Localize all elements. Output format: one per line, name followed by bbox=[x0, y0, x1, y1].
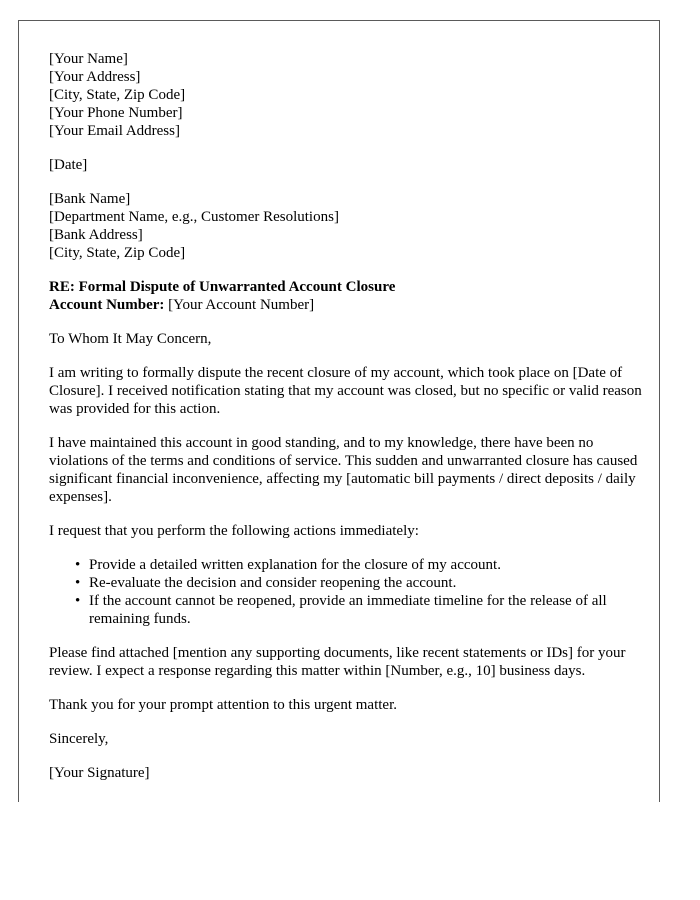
letter-body bbox=[49, 50, 649, 782]
account-number-label: Account Number: bbox=[49, 297, 165, 313]
department-name: [Department Name, e.g., Customer Resolutions] bbox=[49, 209, 339, 225]
paragraph-thanks: Thank you for your prompt attention to this urgent matter. bbox=[49, 697, 397, 713]
list-item bbox=[75, 574, 649, 592]
sender-city-state-zip: [City, State, Zip Code] bbox=[49, 87, 186, 103]
paragraph-request-lead: I request that you perform the following actions immediately: bbox=[49, 523, 419, 539]
list-item bbox=[75, 592, 649, 628]
request-list bbox=[49, 556, 649, 628]
paragraph-attachments: Please find attached [mention any supporting documents, like recent statements or IDs] for your review. I expect a response regarding this matter within [Number, e.g., 10] business days. bbox=[49, 645, 626, 679]
bullet-icon: • bbox=[75, 593, 81, 609]
paragraph-standing: I have maintained this account in good standing, and to my knowledge, there have been no violations of the terms and conditions of service. This sudden and unwarranted closure has caused significant financial inconvenience, affecting my [automatic bill payments / direct deposits / daily expenses]. bbox=[49, 435, 638, 505]
salutation: To Whom It May Concern, bbox=[49, 331, 212, 347]
sign-off: Sincerely, bbox=[49, 731, 109, 747]
bank-city-state-zip: [City, State, Zip Code] bbox=[49, 245, 186, 261]
sender-block bbox=[49, 50, 649, 140]
list-item-text: If the account cannot be reopened, provide an immediate timeline for the release of all remaining funds. bbox=[89, 593, 607, 627]
sender-email: [Your Email Address] bbox=[49, 123, 180, 139]
subject-block bbox=[49, 278, 649, 314]
list-item-text: Re-evaluate the decision and consider reopening the account. bbox=[89, 575, 457, 591]
paragraph-intro: I am writing to formally dispute the recent closure of my account, which took place on [Date of Closure]. I received notification stating that my account was closed, but no specific or valid reason was provided for this action. bbox=[49, 365, 642, 417]
list-item-text: Provide a detailed written explanation for the closure of my account. bbox=[89, 557, 501, 573]
list-item bbox=[75, 556, 649, 574]
subject-line: RE: Formal Dispute of Unwarranted Account Closure bbox=[49, 279, 396, 295]
bank-address: [Bank Address] bbox=[49, 227, 143, 243]
bullet-icon: • bbox=[75, 557, 81, 573]
sender-name: [Your Name] bbox=[49, 51, 128, 67]
letter-page bbox=[18, 20, 660, 802]
signature-placeholder: [Your Signature] bbox=[49, 765, 150, 781]
bullet-icon: • bbox=[75, 575, 81, 591]
account-number-value: [Your Account Number] bbox=[164, 297, 315, 313]
account-number-line bbox=[49, 296, 649, 314]
recipient-block bbox=[49, 190, 649, 262]
sender-phone: [Your Phone Number] bbox=[49, 105, 183, 121]
sender-address: [Your Address] bbox=[49, 69, 141, 85]
date-block bbox=[49, 156, 649, 174]
bank-name: [Bank Name] bbox=[49, 191, 131, 207]
letter-date: [Date] bbox=[49, 157, 88, 173]
